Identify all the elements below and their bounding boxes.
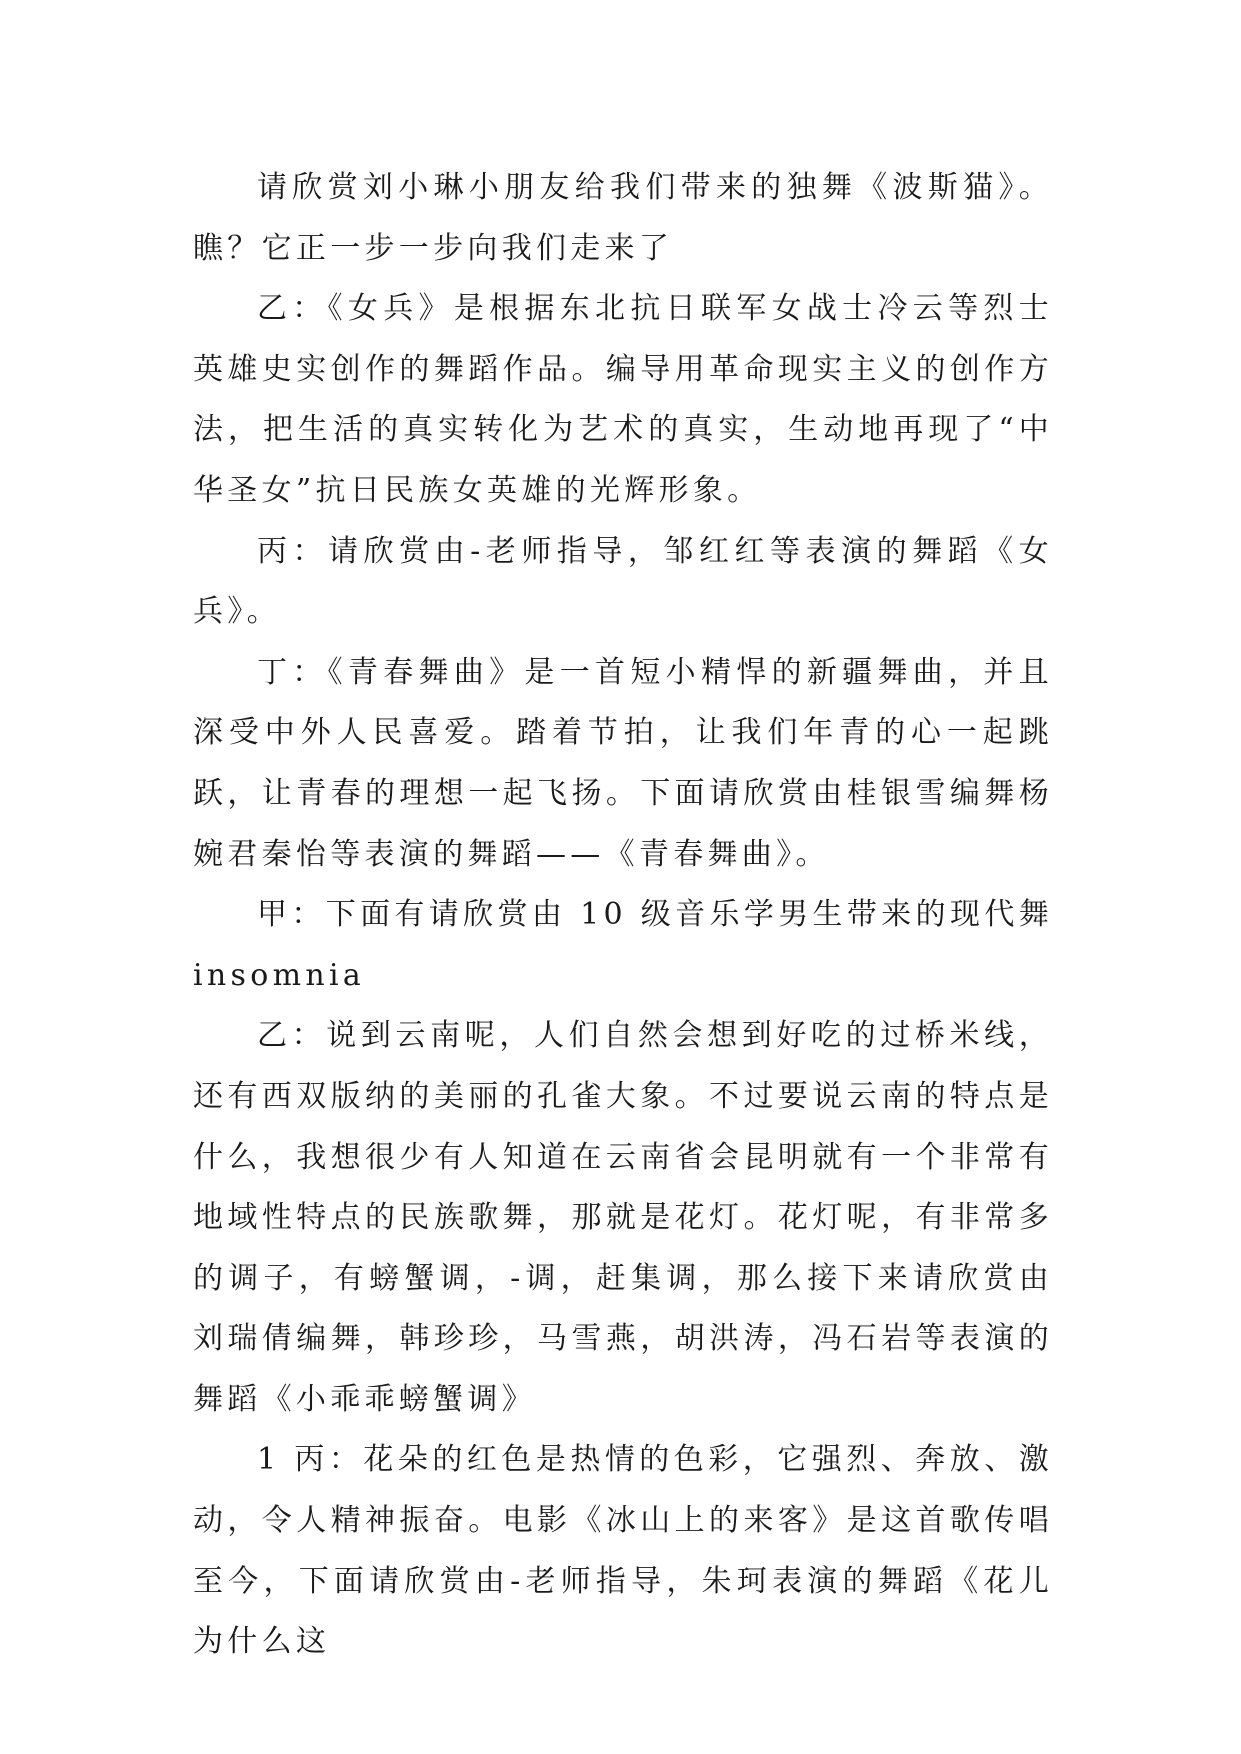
paragraph-1: 请欣赏刘小琳小朋友给我们带来的独舞《波斯猫》。瞧？它正一步一步向我们走来了	[193, 170, 1053, 266]
paragraph-6: 乙：说到云南呢，人们自然会想到好吃的过桥米线，还有西双版纳的美丽的孔雀大象。不过要说云南的特点是什么，我想很少有人知道在云南省会昆明就有一个非常有地域性特点的民族歌舞，那就是花灯。花灯呢，有非常多的调子，有螃蟹调，-调，赶集调，那么接下来请欣赏由刘瑞倩编舞，韩珍珍，马雪燕，胡洪涛，冯石岩等表演的舞蹈《小乖乖螃蟹调》	[193, 1018, 1053, 1417]
paragraph-7: 1 丙：花朵的红色是热情的色彩，它强烈、奔放、激动，令人精神振奋。电影《冰山上的来客》是这首歌传唱至今，下面请欣赏由-老师指导，朱珂表演的舞蹈《花儿为什么这	[193, 1442, 1053, 1660]
paragraph-5: 甲：下面有请欣赏由 10 级音乐学男生带来的现代舞 insomnia	[193, 897, 1067, 993]
document-body	[193, 158, 1067, 1673]
paragraph-3: 丙：请欣赏由-老师指导，邹红红等表演的舞蹈《女兵》。	[193, 533, 1053, 630]
paragraph-2: 乙：《女兵》是根据东北抗日联军女战士冷云等烈士英雄史实创作的舞蹈作品。编导用革命现实主义的创作方法，把生活的真实转化为艺术的真实，生动地再现了“中华圣女”抗日民族女英雄的光辉形象。	[193, 291, 1053, 508]
paragraph-4: 丁：《青春舞曲》是一首短小精悍的新疆舞曲，并且深受中外人民喜爱。踏着节拍，让我们年青的心一起跳跃，让青春的理想一起飞扬。下面请欣赏由桂银雪编舞杨婉君秦怡等表演的舞蹈——《青春舞曲》。	[193, 654, 1053, 872]
